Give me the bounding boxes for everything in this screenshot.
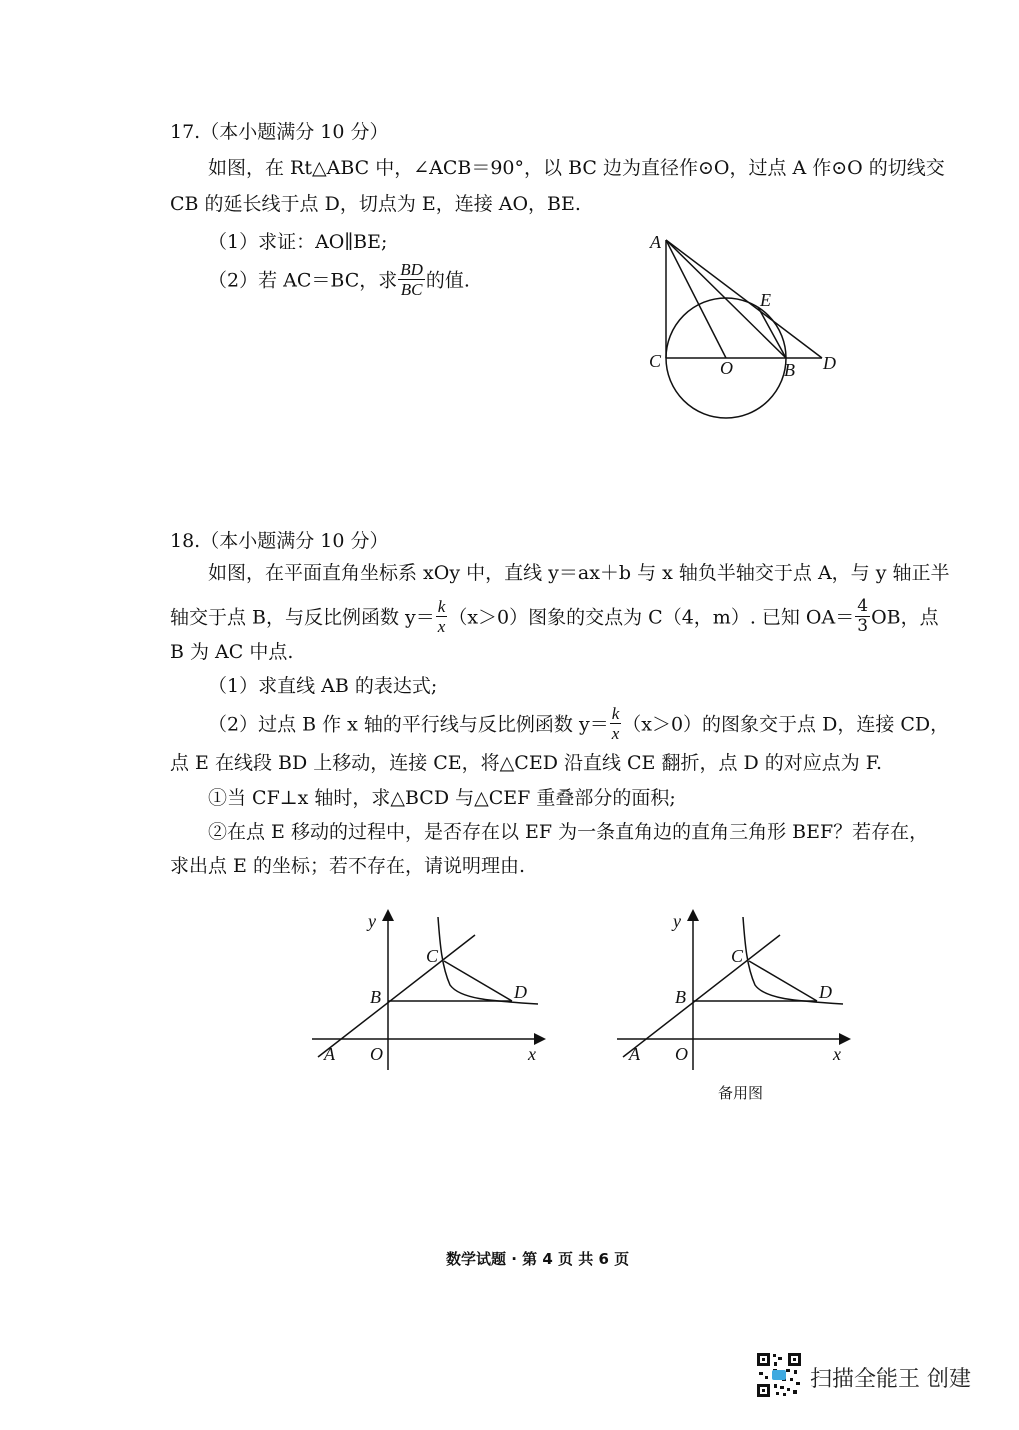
qr-code-icon (756, 1352, 802, 1398)
label-a: A (324, 1044, 335, 1064)
label-a: A (650, 232, 661, 252)
page-footer: 数学试题 · 第 4 页 共 6 页 (446, 1250, 630, 1268)
axis-y-label: y (368, 911, 376, 931)
axis-y-label: y (673, 911, 681, 931)
q17-heading: 17.（本小题满分 10 分） (170, 121, 389, 143)
q17-part2-suffix: 的值. (425, 269, 470, 292)
q18-line2-c: OB，点 (871, 606, 939, 629)
label-c: C (649, 351, 662, 371)
label-o: O (720, 358, 733, 378)
q17-line1: 如图，在 Rt△ABC 中，∠ACB＝90°，以 BC 边为直径作⊙O，过点 A 作⊙O 的切线交 (208, 157, 945, 179)
q18-part2-fraction (610, 704, 622, 743)
label-a: A (629, 1044, 640, 1064)
q18-part2 (208, 706, 949, 745)
q18-sub2-a: ②在点 E 移动的过程中，是否存在以 EF 为一条直角边的直角三角形 BEF？若存在， (208, 821, 929, 843)
segment-ad (666, 240, 822, 358)
q18-sub1: ①当 CF⊥x 轴时，求△BCD 与△CEF 重叠部分的面积; (208, 787, 676, 809)
axis-x-label: x (833, 1044, 841, 1064)
label-o: O (675, 1044, 688, 1064)
q18-line3: B 为 AC 中点. (170, 641, 294, 663)
q18-line-e: 点 E 在线段 BD 上移动，连接 CE，将△CED 沿直线 CE 翻折，点 D 的对应点为 F. (170, 752, 883, 774)
q18-fraction-4-3 (855, 597, 870, 636)
q18-heading: 18.（本小题满分 10 分） (170, 530, 389, 552)
q18-frac-4: 4 (857, 596, 869, 616)
q17-figure (640, 230, 850, 430)
q18-line2-b: （x＞0）图象的交点为 C（4，m）. 已知 OA＝ (448, 606, 855, 629)
label-e: E (760, 290, 771, 310)
label-o: O (370, 1044, 383, 1064)
q18-frac-x: x (437, 617, 446, 636)
q18-sub2-b: 求出点 E 的坐标；若不存在，请说明理由. (170, 855, 525, 877)
label-d: D (819, 982, 832, 1002)
q17-line2: CB 的延长线于点 D，切点为 E，连接 AO，BE. (170, 193, 581, 215)
line-cd (444, 961, 512, 1001)
label-d: D (514, 982, 527, 1002)
q17-part2 (208, 262, 470, 301)
q18-figure-main (300, 905, 550, 1075)
q18-line2-a: 轴交于点 B，与反比例函数 y＝ (170, 606, 435, 629)
q17-fraction (398, 260, 425, 299)
q18-part2-a: （2）过点 B 作 x 轴的平行线与反比例函数 y＝ (208, 713, 609, 736)
label-b: B (370, 987, 381, 1007)
axis-x-label: x (528, 1044, 536, 1064)
q18-frac-k: k (437, 597, 446, 616)
q17-frac-num: BD (400, 260, 423, 279)
label-b: B (675, 987, 686, 1007)
q17-frac-den: BC (400, 280, 423, 299)
q18-part2-frac-k: k (611, 704, 620, 723)
label-c: C (426, 946, 439, 966)
backup-figure-caption: 备用图 (718, 1084, 764, 1102)
segment-be (758, 307, 786, 358)
q17-part1: （1）求证：AO∥BE; (208, 231, 388, 253)
q17-part2-prefix: （2）若 AC＝BC，求 (208, 269, 398, 292)
q18-part2-b: （x＞0）的图象交于点 D，连接 CD， (622, 713, 950, 736)
q18-part2-frac-x: x (611, 724, 620, 743)
q18-line2 (170, 596, 939, 638)
q18-part1: （1）求直线 AB 的表达式; (208, 675, 438, 697)
q18-figure-backup (605, 905, 855, 1075)
line-cd (749, 961, 817, 1001)
label-d: D (823, 353, 836, 373)
scanner-watermark: 扫描全能王 创建 (810, 1367, 971, 1392)
label-b: B (784, 360, 795, 380)
label-c: C (731, 946, 744, 966)
q18-line1: 如图，在平面直角坐标系 xOy 中，直线 y＝ax＋b 与 x 轴负半轴交于点 A，与 y 轴正半 (208, 562, 950, 584)
q18-frac-3: 3 (857, 616, 869, 636)
q18-fraction-k-x (436, 597, 448, 636)
